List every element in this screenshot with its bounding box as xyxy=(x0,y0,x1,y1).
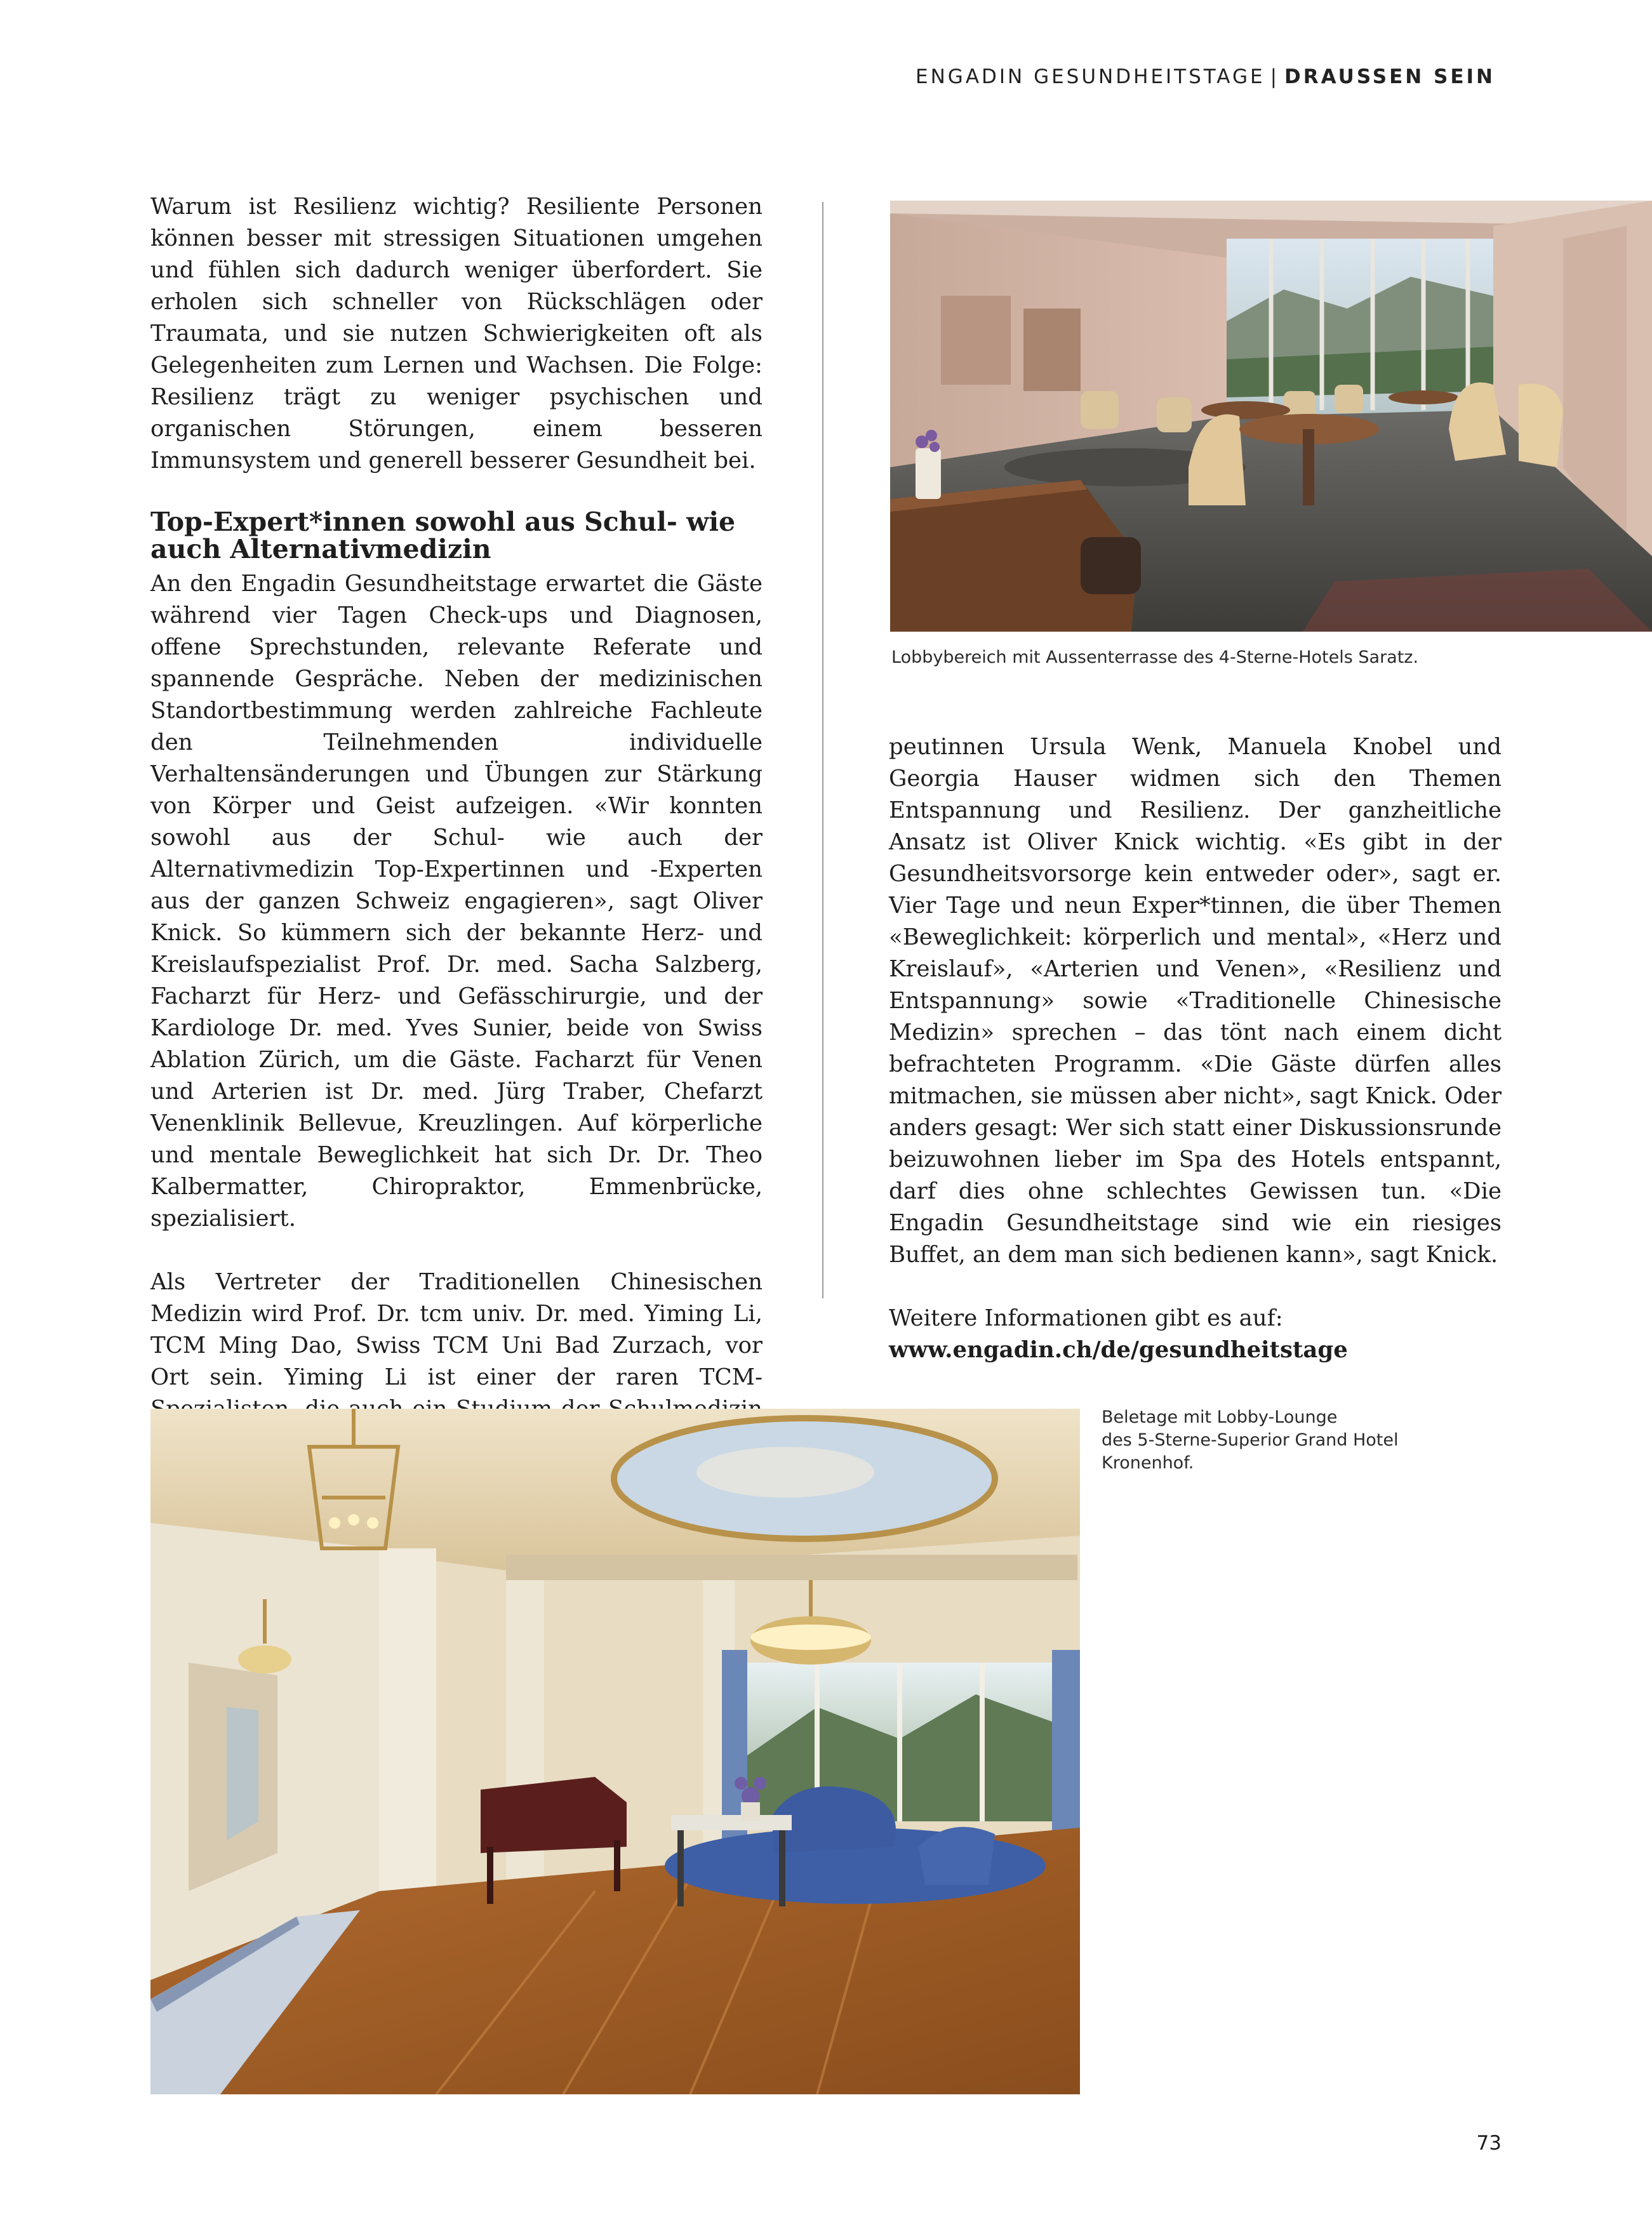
beletage-caption-line: Beletage mit Lobby-Lounge xyxy=(1102,1407,1338,1427)
column-divider xyxy=(822,202,823,1298)
running-head-separator: | xyxy=(1270,65,1280,88)
beletage-caption-line: Kronenhof. xyxy=(1102,1453,1194,1473)
more-info-block xyxy=(889,1303,1502,1366)
lobby-photo-caption: Lobbybereich mit Aussenterrasse des 4-Sterne-Hotels Saratz. xyxy=(891,648,1419,667)
more-info-label: Weitere Informationen gibt es auf: xyxy=(889,1305,1283,1331)
more-info-link[interactable]: www.engadin.ch/de/gesundheitstage xyxy=(889,1337,1348,1363)
beletage-photo-caption xyxy=(1102,1406,1457,1475)
lobby-photo xyxy=(890,201,1652,632)
running-head-subsection: DRAUSSEN SEIN xyxy=(1284,65,1495,88)
page-number: 73 xyxy=(1476,2132,1502,2155)
beletage-photo xyxy=(150,1409,1080,2094)
running-head-section: ENGADIN GESUNDHEITSTAGE xyxy=(916,65,1265,88)
running-head xyxy=(916,65,1495,88)
body-paragraph: An den Engadin Gesundheitstage erwartet die Gäste während vier Tagen Check-ups und Diagnosen, offene Sprechstunden, relevante Referate und spannende Gespräche. Neben der medizinischen Standortbestimmung werden zahlreiche Fachleute den Teilnehmenden individuelle Verhaltensänderungen und Übungen zur Stärkung von Körper und Geist aufzeigen. «Wir konnten sowohl aus der Schul- wie auch der Alternativmedizin Top-Expertinnen und -Experten aus der ganzen Schweiz engagieren», sagt Oliver Knick. So kümmern sich der bekannte Herz- und Kreislaufspezialist Prof. Dr. med. Sacha Salzberg, Facharzt für Herz- und Gefässchirurgie, und der Kardiologe Dr. med. Yves Sunier, beide von Swiss Ablation Zürich, um die Gäste. Facharzt für Venen und Arterien ist Dr. med. Jürg Traber, Chefarzt Venenklinik Bellevue, Kreuzlingen. Auf körperliche und mentale Beweglichkeit hat sich Dr. Dr. Theo Kalbermatter, Chiropraktor, Emmenbrücke, spezialisiert. xyxy=(150,571,763,1232)
beletage-caption-line: des 5-Sterne-Superior Grand Hotel xyxy=(1102,1430,1399,1450)
lobby-photo-illustration xyxy=(890,201,1652,632)
beletage-photo-illustration xyxy=(150,1409,1080,2094)
article-column-right xyxy=(889,731,1502,1366)
intro-paragraph: Warum ist Resilienz wichtig? Resiliente Personen können besser mit stressigen Situationen umgehen und fühlen sich dadurch weniger überfordert. Sie erholen sich schneller von Rückschlägen oder Traumata, und sie nutzen Schwierigkeiten oft als Gelegenheiten zum Lernen und Wachsen. Die Folge: Resilienz trägt zu weniger psychischen und organischen Störungen, einem besseren Immunsystem und generell besserer Gesundheit bei. xyxy=(150,194,763,474)
body-paragraph: peutinnen Ursula Wenk, Manuela Knobel und Georgia Hauser widmen sich den Themen Entspannung und Resilienz. Der ganzheitliche Ansatz ist Oliver Knick wichtig. «Es gibt in der Gesundheitsvorsorge kein entweder oder», sagt er. Vier Tage und neun Exper*tinnen, die über Themen «Beweglichkeit: körperlich und mental», «Herz und Kreislauf», «Arterien und Venen», «Resilienz und Entspannung» sowie «Traditionelle Chinesische Medizin» sprechen – das tönt nach einem dicht befrachteten Programm. «Die Gäste dürfen alles mitmachen, sie müssen aber nicht», sagt Knick. Oder anders gesagt: Wer sich statt einer Diskussionsrunde beizuwohnen lieber im Spa des Hotels entspannt, darf dies ohne schlechtes Gewissen tun. «Die Engadin Gesundheitstage sind wie ein riesiges Buffet, an dem man sich bedienen kann», sagt Knick. xyxy=(889,734,1502,1268)
article-column-left xyxy=(150,191,763,1457)
article-subheading: Top-Expert*innen sowohl aus Schul- wie auch Alternativmedizin xyxy=(150,507,736,564)
body-paragraph: Als Vertreter der Traditionellen Chinesischen Medizin wird Prof. Dr. tcm univ. Dr. med. Yiming Li, TCM Ming Dao, Swiss TCM Uni Bad Zurzach, vor Ort sein. Yiming Li ist einer der raren TCM- xyxy=(150,1269,763,1390)
